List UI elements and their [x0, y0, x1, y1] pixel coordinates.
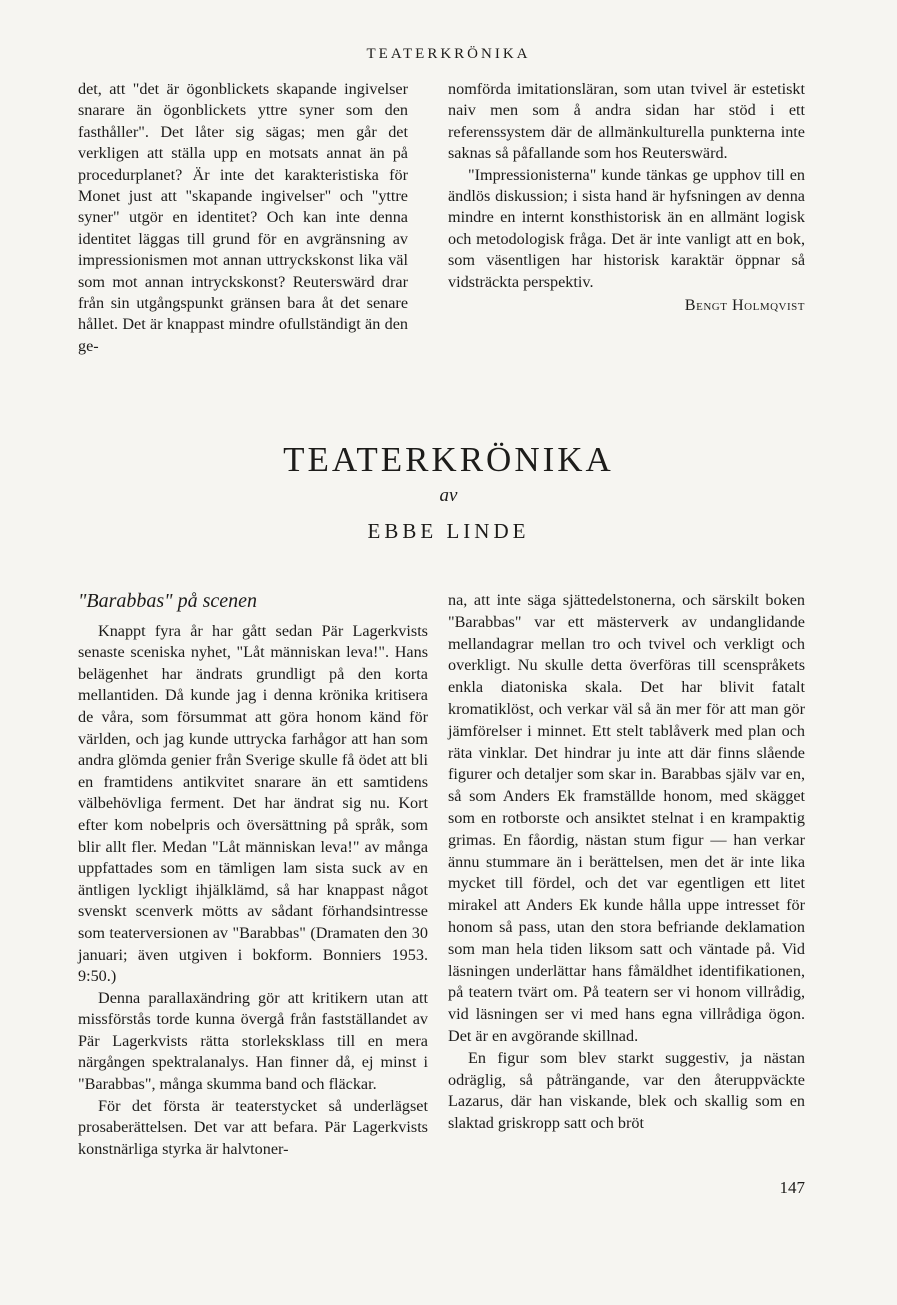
review-paragraph: det, att "det är ögonblickets skapande ingivelser snarare än ögonblickets yttre syner som den fasthåller". Det låter sig sägas; men går det verkligen att ställa upp en motsats annat än på procedurplanet? Är inte det karakteristiska för Monet just att "skapande ingivelser" och "yttre syner" utgör en identitet? Och kan inte denna identitet läggas till grund för en avgränsning av impressionismen mot annan uttryckskonst lika väl som mot annan intryckskonst? Reuterswärd drar från sin utgångspunkt gränsen bara åt det senare hållet. Det är knappast mindre ofullständigt än den ge-	[78, 80, 408, 355]
article-byline-av: av	[439, 485, 458, 506]
running-head: TEATERKRÖNIKA	[366, 46, 531, 62]
review-right-column	[448, 79, 805, 316]
article-author: EBBE LINDE	[367, 519, 530, 543]
review-signature: Bengt Holmqvist	[684, 296, 805, 315]
page-number: 147	[779, 1178, 805, 1197]
article-title: TEATERKRÖNIKA	[283, 440, 614, 479]
article-paragraph: En figur som blev starkt suggestiv, ja nästan odräglig, så påträngande, var den återuppväckte Lazarus, där han viskande, blek och skallig som en slaktad griskropp satt och bröt	[448, 1048, 805, 1133]
article-paragraph: na, att inte säga sjättedelstonerna, och särskilt boken "Barabbas" var ett mästerverk av undanglidande mellandagrar mellan tro och tvivel och verkligt och overkligt. Nu skulle detta överföras till scenspråkets enkla diatoniska skala. Det har blivit fatalt kromatiklöst, och verkar väl så än mer för att man gör jämförelser i minnet. Ett stelt tablåverk med plan och räta vinklar. Det hindrar ju inte att där finns slående figurer och detaljer som skar in. Barabbas själv var en, så som Anders Ek framställde honom, med skägget som en rotborste och ansiktet stelnat i en krampaktig grimas. En fåordig, nästan stum figur — han verkar ännu stummare än i berättelsen, men det är inte lika mycket till fördel, och det var egentligen ett litet mirakel att Anders Ek kunde hålla uppe intresset för honom så pass, utan den stora befriande deklamation som man hela tiden liksom satt och väntade på. Vid läsningen underlättar hans fåmäldhet identifikationen, på teatern tvärt om. På teatern ser vi honom villrådig, vid läsningen ser vi med hans egna villrådiga ögon. Det är en avgörande skillnad.	[448, 591, 805, 1045]
article-paragraph: Denna parallaxändring gör att kritikern utan att missförstås torde kunna övergå från fastställandet av Pär Lagerkvists rätta storleksklass till en mera närgången spektralanalys. Han finner då, ej minst i "Barabbas", många skumma band och fläckar.	[78, 988, 428, 1094]
article-right-column	[448, 590, 805, 1135]
article-paragraph: Knappt fyra år har gått sedan Pär Lagerkvists senaste sceniska nyhet, "Låt människan leva!". Hans belägenhet har ändrats grundligt på den korta mellantiden. Då kunde jag i denna krönika kritisera de våra, som försummat att göra honom känd för världen, och jag kunde uttrycka farhågor att han som andra glömda genier från Sverige skulle få ödet att bli en framtidens antikvitet snarare än ett samtidens välbehövliga ferment. Det har ändrat sig nu. Kort efter kom nobelpris och översättning på språk, som blir allt fler. Medan "Låt människan leva!" av många uppfattades som en tämligen lam sista suck av en äntligen lyckligt ihjälklämd, så har knappast något svenskt scenverk mötts av sådant förhandsintresse som teaterversionen av "Barabbas" (Dramaten den 30 januari; även utgiven i bokform. Bonniers 1953. 9:50.)	[78, 621, 428, 986]
review-paragraph: "Impressionisterna" kunde tänkas ge upphov till en ändlös diskussion; i sista hand är hyfsningen av denna mindre en internt konsthistorisk än en allmänt logisk och metodologisk fråga. Det är inte vanligt att en bok, som väsentligen har historisk karaktär öppnar så vidsträckta perspektiv.	[448, 165, 805, 291]
review-paragraph: nomförda imitationsläran, som utan tvivel är estetiskt naiv men som å andra sidan har stöd i ett referenssystem där de allmänkulturella punkterna inte saknas så påfallande som hos Reuterswärd.	[448, 80, 805, 163]
article-paragraph: För det första är teaterstycket så underlägset prosaberättelsen. Det var att befara. Pär Lagerkvists konstnärliga styrka är halvtoner-	[78, 1096, 428, 1158]
section-title: "Barabbas" på scenen	[78, 590, 257, 612]
article-left-column	[78, 591, 428, 1160]
review-left-column	[78, 79, 408, 357]
